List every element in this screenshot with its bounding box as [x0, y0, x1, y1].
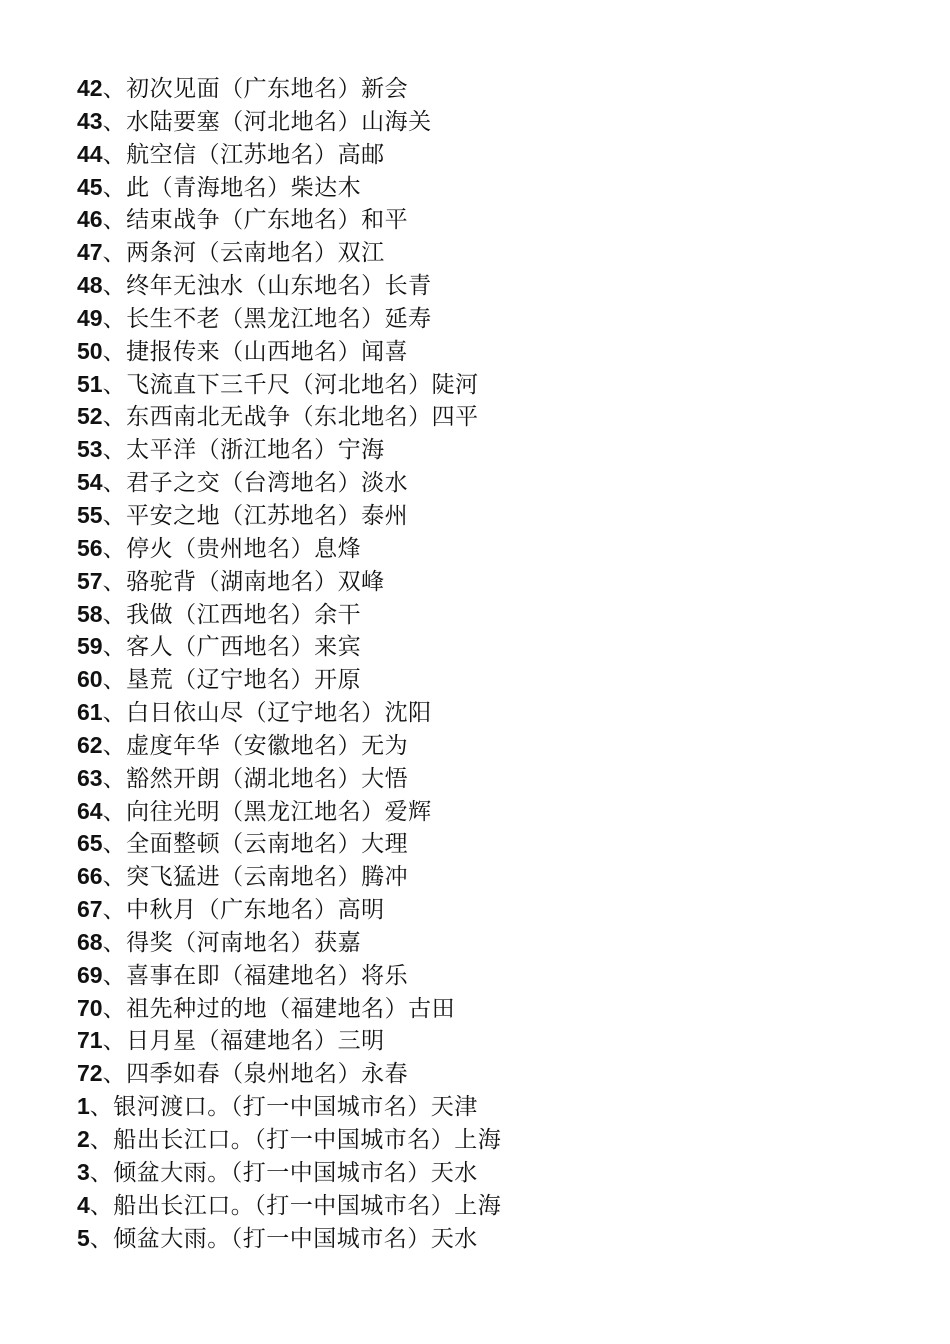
- riddle-line: [77, 598, 917, 631]
- riddle-number: 56: [77, 534, 103, 561]
- riddle-line: [77, 499, 917, 532]
- riddle-text: 、此（青海地名）柴达木: [102, 174, 362, 201]
- riddle-number: 68: [77, 928, 103, 955]
- riddle-text: 、停火（贵州地名）息烽: [102, 535, 362, 562]
- riddle-line: [77, 663, 917, 696]
- riddle-line: [77, 1090, 917, 1123]
- riddle-line: [77, 400, 917, 433]
- riddle-text: 、中秋月（广东地名）高明: [102, 897, 385, 924]
- riddle-line: [77, 466, 917, 499]
- riddle-number: 1: [77, 1093, 90, 1120]
- riddle-text: 、客人（广西地名）来宾: [102, 634, 362, 661]
- riddle-number: 5: [77, 1224, 90, 1251]
- riddle-line: [77, 893, 917, 926]
- riddle-line: [77, 1156, 917, 1189]
- riddle-number: 72: [77, 1060, 103, 1087]
- riddle-text: 、虚度年华（安徽地名）无为: [102, 732, 409, 759]
- riddle-number: 67: [77, 896, 103, 923]
- riddle-text: 、我做（江西地名）余干: [102, 601, 362, 628]
- riddle-line: [77, 762, 917, 795]
- riddle-number: 62: [77, 731, 103, 758]
- riddle-line: [77, 171, 917, 204]
- riddle-number: 47: [77, 239, 103, 266]
- riddle-number: 42: [77, 75, 103, 101]
- riddle-text: 、两条河（云南地名）双江: [102, 240, 385, 267]
- riddle-text: 、终年无浊水（山东地名）长青: [102, 273, 432, 300]
- riddle-number: 52: [77, 403, 103, 430]
- riddle-number: 50: [77, 337, 103, 364]
- riddle-text: 、东西南北无战争（东北地名）四平: [102, 404, 479, 431]
- riddle-text: 、君子之交（台湾地名）淡水: [102, 470, 409, 497]
- riddle-line: [77, 72, 917, 105]
- riddle-text: 、捷报传来（山西地名）闻喜: [102, 338, 409, 365]
- riddle-text: 、垦荒（辽宁地名）开原: [102, 667, 362, 694]
- riddle-number: 63: [77, 764, 103, 791]
- riddle-line: [77, 696, 917, 729]
- riddle-line: [77, 236, 917, 269]
- riddle-line: [77, 1123, 917, 1156]
- riddle-number: 43: [77, 107, 103, 134]
- riddle-line: [77, 1024, 917, 1057]
- riddle-text: 、得奖（河南地名）获嘉: [102, 929, 362, 956]
- riddle-text: 、长生不老（黑龙江地名）延寿: [102, 305, 432, 332]
- riddle-number: 4: [77, 1191, 90, 1218]
- riddle-number: 44: [77, 140, 103, 167]
- riddle-text: 、水陆要塞（河北地名）山海关: [102, 108, 432, 135]
- riddle-text: 、飞流直下三千尺（河北地名）陡河: [102, 371, 479, 398]
- riddle-number: 45: [77, 173, 103, 200]
- riddle-number: 60: [77, 666, 103, 693]
- riddle-line: [77, 1189, 917, 1222]
- riddle-line: [77, 992, 917, 1025]
- riddle-number: 71: [77, 1027, 103, 1054]
- riddle-number: 61: [77, 699, 103, 726]
- riddle-number: 58: [77, 600, 103, 627]
- riddle-number: 69: [77, 961, 103, 988]
- riddle-text: 、船出长江口。（打一中国城市名）上海: [89, 1192, 502, 1219]
- riddle-number: 51: [77, 370, 103, 397]
- riddle-number: 59: [77, 633, 103, 660]
- riddle-text: 、平安之地（江苏地名）泰州: [102, 502, 409, 529]
- riddle-text: 、日月星（福建地名）三明: [102, 1028, 385, 1055]
- riddle-line: [77, 827, 917, 860]
- riddle-list: [77, 72, 917, 1254]
- riddle-line: [77, 368, 917, 401]
- riddle-number: 66: [77, 863, 103, 890]
- riddle-text: 、骆驼背（湖南地名）双峰: [102, 568, 385, 595]
- riddle-text: 、航空信（江苏地名）高邮: [102, 141, 385, 168]
- riddle-number: 2: [77, 1126, 90, 1152]
- riddle-line: [77, 269, 917, 302]
- riddle-text: 、倾盆大雨。（打一中国城市名）天水: [89, 1225, 478, 1252]
- riddle-text: 、太平洋（浙江地名）宁海: [102, 437, 385, 464]
- riddle-number: 53: [77, 436, 103, 463]
- riddle-text: 、船出长江口。（打一中国城市名）上海: [89, 1127, 502, 1153]
- riddle-line: [77, 860, 917, 893]
- riddle-line: [77, 138, 917, 171]
- riddle-line: [77, 926, 917, 959]
- riddle-number: 57: [77, 567, 103, 594]
- riddle-number: 49: [77, 304, 103, 331]
- riddle-number: 64: [77, 797, 103, 824]
- riddle-text: 、喜事在即（福建地名）将乐: [102, 962, 409, 989]
- riddle-number: 70: [77, 994, 103, 1021]
- riddle-text: 、初次见面（广东地名）新会: [102, 76, 409, 102]
- riddle-line: [77, 433, 917, 466]
- riddle-line: [77, 1057, 917, 1090]
- riddle-line: [77, 532, 917, 565]
- riddle-text: 、祖先种过的地（福建地名）古田: [102, 995, 456, 1022]
- riddle-line: [77, 565, 917, 598]
- riddle-text: 、四季如春（泉州地名）永春: [102, 1061, 409, 1088]
- riddle-line: [77, 335, 917, 368]
- riddle-number: 3: [77, 1158, 90, 1185]
- riddle-number: 54: [77, 469, 103, 496]
- riddle-line: [77, 959, 917, 992]
- riddle-text: 、银河渡口。（打一中国城市名）天津: [89, 1094, 478, 1121]
- riddle-text: 、白日依山尽（辽宁地名）沈阳: [102, 700, 432, 727]
- riddle-line: [77, 729, 917, 762]
- riddle-text: 、向往光明（黑龙江地名）爱辉: [102, 798, 432, 825]
- riddle-line: [77, 630, 917, 663]
- riddle-text: 、结束战争（广东地名）和平: [102, 207, 409, 234]
- riddle-number: 48: [77, 272, 103, 299]
- riddle-line: [77, 1222, 917, 1255]
- riddle-text: 、全面整顿（云南地名）大理: [102, 831, 409, 858]
- riddle-text: 、突飞猛进（云南地名）腾冲: [102, 864, 409, 891]
- riddle-line: [77, 795, 917, 828]
- riddle-text: 、倾盆大雨。（打一中国城市名）天水: [89, 1159, 478, 1186]
- riddle-number: 46: [77, 206, 103, 233]
- riddle-number: 55: [77, 501, 103, 528]
- riddle-text: 、豁然开朗（湖北地名）大悟: [102, 765, 409, 792]
- riddle-line: [77, 302, 917, 335]
- riddle-line: [77, 105, 917, 138]
- riddle-line: [77, 203, 917, 236]
- riddle-number: 65: [77, 830, 103, 857]
